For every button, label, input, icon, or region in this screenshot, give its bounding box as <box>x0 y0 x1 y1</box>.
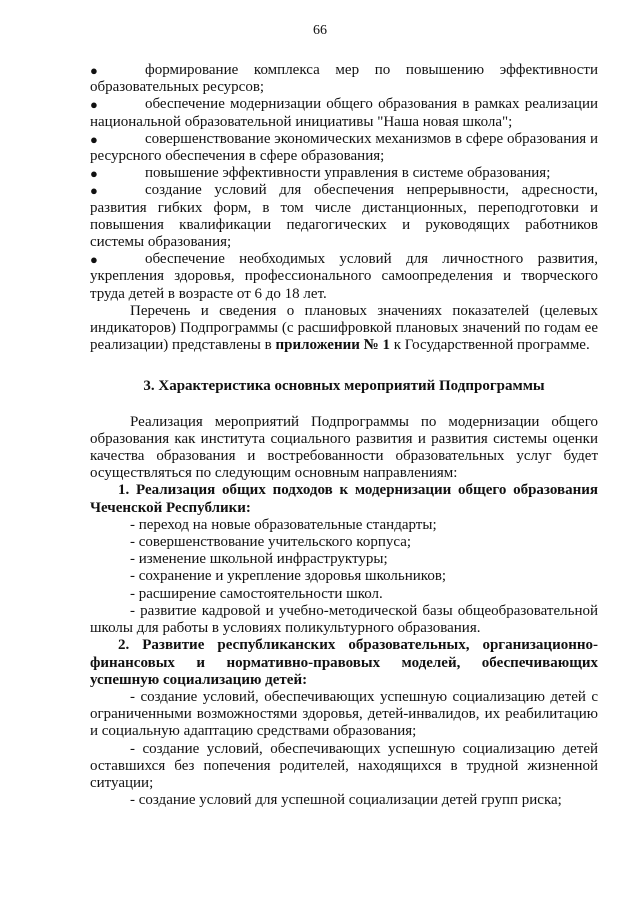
bullet-dot-icon: ● <box>90 183 98 199</box>
bullet-text: создание условий для обеспечения непрерывности, адресности, развития гибких форм, в том числе дистанционных, переподготовки и повышения квалификации педагогических и руководящих работников системы образования; <box>90 182 598 251</box>
bullet-item <box>90 251 598 303</box>
bullet-item <box>90 165 598 182</box>
bullet-dot-icon: ● <box>90 63 98 78</box>
page-content <box>90 62 598 809</box>
bullet-item <box>90 182 598 251</box>
direction-1-title: 1. Реализация общих подходов к модернизации общего образования Чеченской Республики: <box>90 482 598 516</box>
bullet-text: обеспечение модернизации общего образования в рамках реализации национальной образовательной инициативы "Наша новая школа"; <box>90 96 598 130</box>
annex-reference-paragraph <box>90 303 598 355</box>
direction-1-item: - изменение школьной инфраструктуры; <box>130 551 388 568</box>
bullet-text: обеспечение необходимых условий для личностного развития, укрепления здоровья, профессионального самоопределения и творческого труда детей в возрасте от 6 до 18 лет. <box>90 251 598 302</box>
direction-2-title: 2. Развитие республиканских образовательных, организационно-финансовых и нормативно-правовых моделей, обеспечивающих успешную социализацию детей: <box>90 637 598 688</box>
bullet-item <box>90 62 598 96</box>
bullet-text: формирование комплекса мер по повышению эффективности образовательных ресурсов; <box>90 62 598 96</box>
bullet-dot-icon: ● <box>90 131 98 147</box>
page-number: 66 <box>313 23 327 38</box>
annex-text-before: Перечень и сведения о плановых значениях показателей (целевых индикаторов) Подпрограммы (с расшифровкой плановых значений по годам ее реализации) представлены в <box>90 302 598 354</box>
bullet-item <box>90 96 598 130</box>
goals-bullet-list <box>90 62 598 303</box>
bullet-dot-icon: ● <box>90 97 98 113</box>
section-heading: 3. Характеристика основных мероприятий Подпрограммы <box>143 378 545 395</box>
direction-1-item: - сохранение и укрепление здоровья школьников; <box>130 568 447 585</box>
bullet-text: повышение эффективности управления в системе образования; <box>145 165 551 182</box>
intro-paragraph: Реализация мероприятий Подпрограммы по модернизации общего образования как института социального развития и развития системы оценки качества образования и востребованности образовательных услуг будет осуществляться по следующим основным направлениям: <box>90 413 598 482</box>
bullet-text: совершенствование экономических механизмов в сфере образования и ресурсного обеспечения в сфере образования; <box>90 130 598 165</box>
direction-1-item: - совершенствование учительского корпуса; <box>130 534 412 551</box>
direction-1-item: - переход на новые образовательные стандарты; <box>130 516 437 533</box>
annex-link-text: приложении № 1 <box>275 337 390 354</box>
direction-1-item: - расширение самостоятельности школ. <box>130 585 383 602</box>
bullet-dot-icon: ● <box>90 252 98 268</box>
direction-2-item: - создание условий для успешной социализации детей групп риска; <box>130 792 562 809</box>
direction-2-item: - создание условий, обеспечивающих успешную социализацию детей оставшихся без попечения родителей, находящихся в трудной жизненной ситуации; <box>90 740 598 791</box>
annex-text-after: к Государственной программе. <box>389 337 590 354</box>
bullet-item <box>90 131 598 165</box>
direction-1-item: - развитие кадровой и учебно-методической базы общеобразовательной школы для работы в условиях поликультурного образования. <box>90 602 598 637</box>
bullet-dot-icon: ● <box>90 166 98 182</box>
direction-2-item: - создание условий, обеспечивающих успешную социализацию детей с ограниченными возможностями здоровья, детей-инвалидов, их реабилитацию и социальную адаптацию средствами образования; <box>90 688 598 740</box>
